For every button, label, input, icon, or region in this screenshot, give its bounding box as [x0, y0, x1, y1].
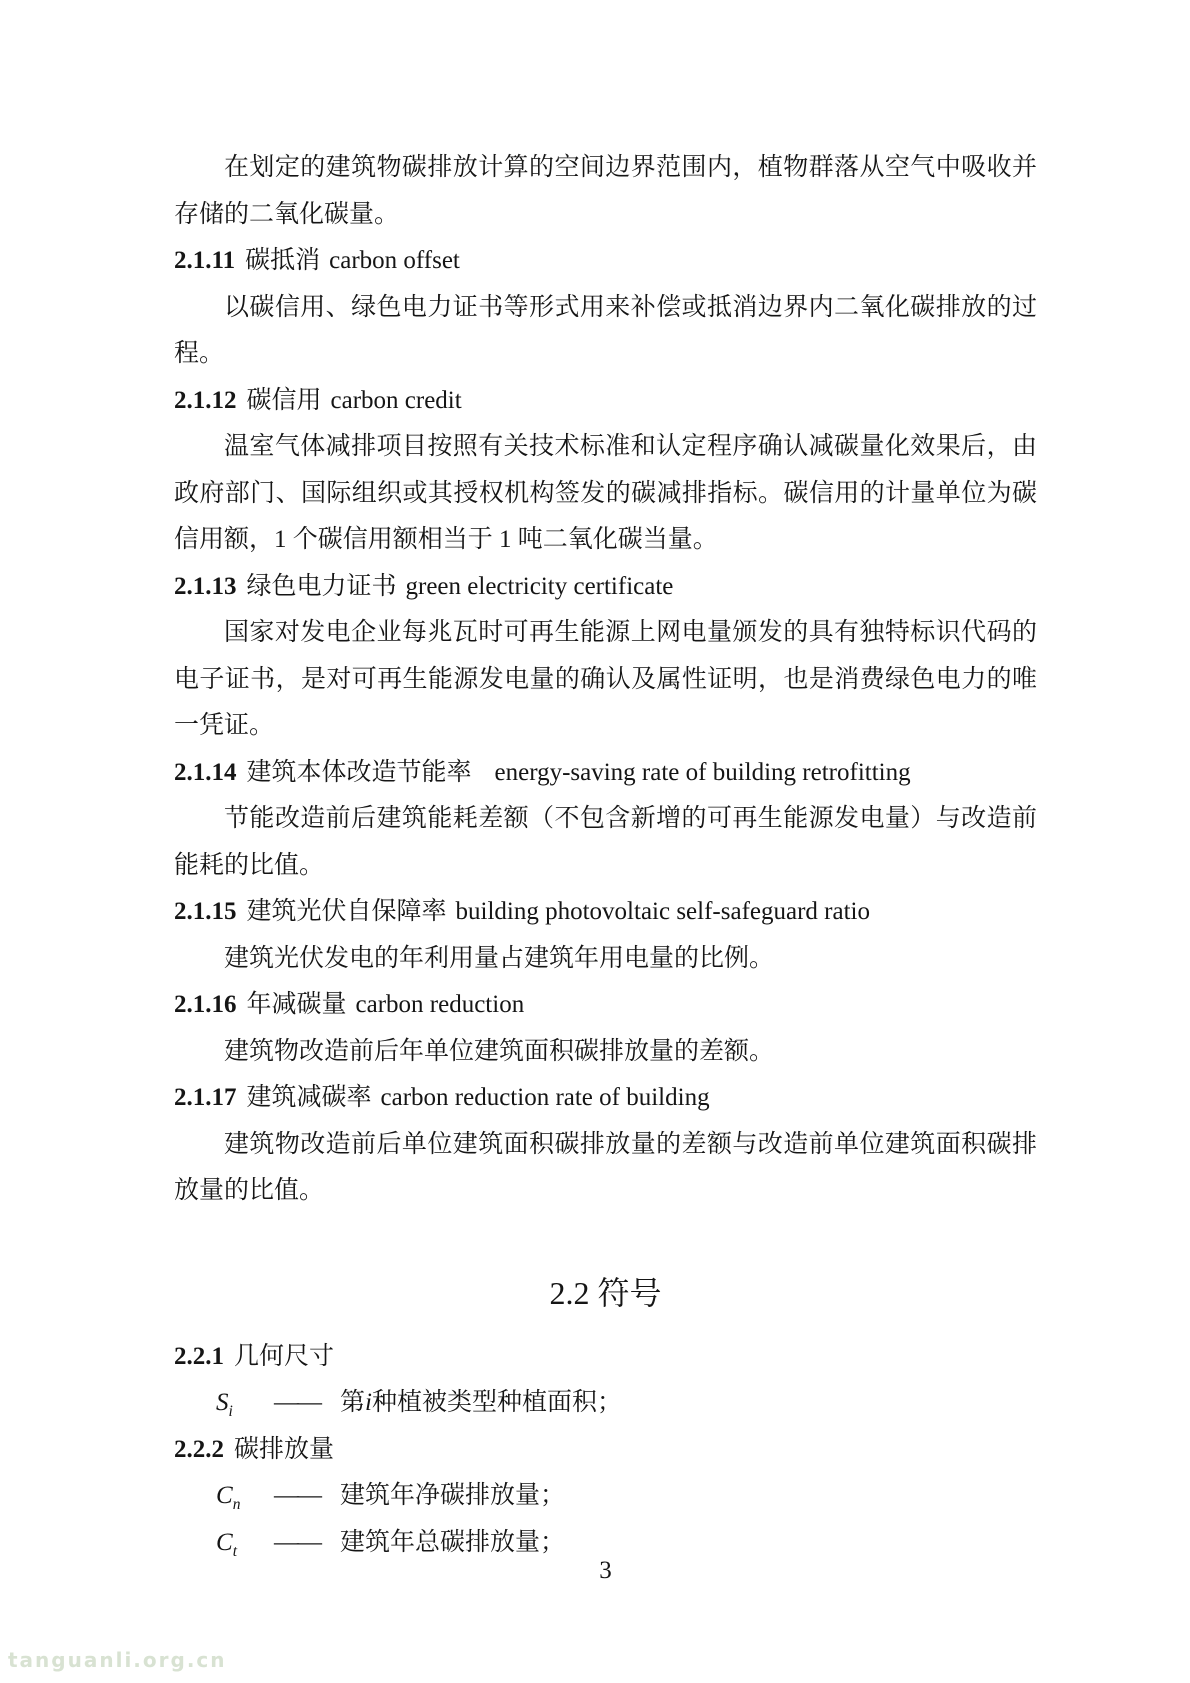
clause-number: 2.1.12	[174, 386, 237, 414]
symbol-dash: ——	[274, 1528, 320, 1556]
term-definition-2-1-13: 国家对发电企业每兆瓦时可再生能源上网电量颁发的具有独特标识代码的电子证书，是对可再生能源发电量的确认及属性证明，也是消费绿色电力的唯一凭证。	[174, 619, 1037, 739]
term-definition-2-1-14: 节能改造前后建筑能耗差额（不包含新增的可再生能源发电量）与改造前能耗的比值。	[174, 805, 1037, 879]
symbol-ct: $C_t$	[216, 1528, 237, 1560]
term-heading-2-1-15	[174, 889, 1037, 936]
symbol-definition: 建筑年总碳排放量；	[340, 1528, 566, 1556]
watermark: tanguanli.org.cn	[8, 1648, 227, 1672]
clause-number: 2.1.14	[174, 758, 237, 786]
symbol-definition: 第i种植被类型种植面积；	[340, 1389, 622, 1416]
term-heading-2-1-16	[174, 982, 1037, 1029]
term-definition-2-1-17: 建筑物改造前后单位建筑面积碳排放量的差额与改造前单位建筑面积碳排放量的比值。	[174, 1130, 1037, 1204]
symbol-dash: ——	[274, 1482, 320, 1509]
term-heading-2-1-11	[174, 238, 1037, 285]
term-en: carbon reduction rate of building	[380, 1084, 710, 1111]
symbol-row-si	[174, 1380, 1037, 1427]
term-zh: 建筑减碳率	[246, 1084, 372, 1111]
term-zh: 碳信用	[246, 386, 322, 414]
clause-number: 2.2.1	[174, 1342, 224, 1370]
section-heading-symbols: 2.2 符号	[549, 1274, 662, 1311]
clause-number: 2.1.15	[174, 898, 237, 925]
term-definition-2-1-15: 建筑光伏发电的年利用量占建筑年用电量的比例。	[224, 944, 775, 972]
symbol-row-cn	[174, 1473, 1037, 1520]
term-heading-2-1-13	[174, 564, 1037, 611]
term-zh: 年减碳量	[246, 991, 347, 1018]
clause-number: 2.1.11	[174, 247, 236, 274]
subsection-title: 几何尺寸	[234, 1342, 335, 1370]
term-en: carbon reduction	[355, 991, 525, 1018]
term-en: carbon offset	[329, 247, 460, 274]
term-en: carbon credit	[330, 386, 462, 414]
term-definition-2-1-11: 以碳信用、绿色电力证书等形式用来补偿或抵消边界内二氧化碳排放的过程。	[174, 293, 1037, 367]
term-heading-2-1-14	[174, 750, 1037, 797]
page-number: 3	[599, 1557, 612, 1584]
term-heading-2-1-12	[174, 378, 1037, 425]
clause-number: 2.1.17	[174, 1084, 237, 1111]
term-definition-2-1-12: 温室气体减排项目按照有关技术标准和认定程序确认减碳量化效果后，由政府部门、国际组织或其授权机构签发的碳减排指标。碳信用的计量单位为碳信用额，1 个碳信用额相当于 1 吨二氧化碳当量。	[174, 433, 1037, 553]
term-en: energy-saving rate of building retrofitting	[494, 758, 911, 786]
paragraph-carbon-sink-definition: 在划定的建筑物碳排放计算的空间边界范围内，植物群落从空气中吸收并存储的二氧化碳量。	[174, 154, 1037, 228]
page-body	[174, 145, 1037, 1566]
subsection-title: 碳排放量	[234, 1435, 335, 1463]
subsection-heading-2-2-1	[174, 1334, 1037, 1381]
symbol-dash: ——	[274, 1389, 320, 1416]
term-zh: 绿色电力证书	[246, 572, 397, 600]
term-definition-2-1-16: 建筑物改造前后年单位建筑面积碳排放量的差额。	[224, 1037, 775, 1065]
clause-number: 2.1.13	[174, 572, 237, 600]
clause-number: 2.2.2	[174, 1435, 224, 1463]
symbol-cn: $C_n$	[216, 1482, 241, 1513]
symbol-si: $S_i$	[216, 1389, 233, 1420]
term-zh: 建筑本体改造节能率	[246, 758, 472, 786]
term-zh: 建筑光伏自保障率	[246, 898, 447, 925]
subsection-heading-2-2-2	[174, 1427, 1037, 1474]
term-en: green electricity certificate	[405, 572, 674, 600]
term-en: building photovoltaic self-safeguard ratio	[455, 898, 870, 925]
term-heading-2-1-17	[174, 1075, 1037, 1122]
clause-number: 2.1.16	[174, 991, 237, 1018]
symbol-definition: 建筑年净碳排放量；	[340, 1482, 566, 1509]
term-zh: 碳抵消	[245, 247, 321, 274]
